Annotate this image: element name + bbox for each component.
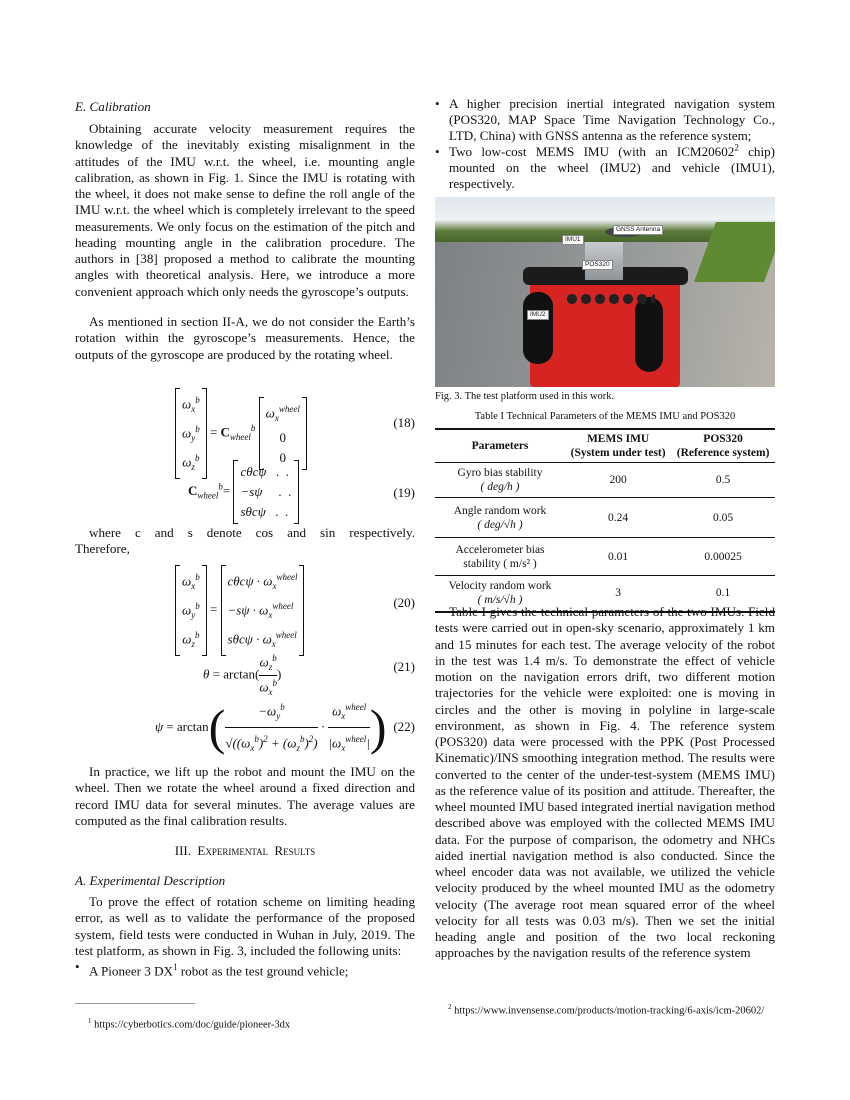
bullet-item: • Two low-cost MEMS IMU (with an ICM20602$^2$ chip) mounted on the wheel (IMU2) and vehicle (IMU1), respectively. <box>435 144 775 192</box>
equation-18: $\omega_x^b$ $\omega_y^b$ $\omega_z^b$ = $C_{wheel}^b$ $\omega_x^{wheel}$ 0 0 (18) <box>75 388 415 458</box>
column-header: Parameters <box>435 429 565 463</box>
photo-label-gnss: GNSS Antenna <box>613 225 663 235</box>
equation-number: (21) <box>393 658 415 674</box>
equation-19: $C_{wheel}^b=$ cθcψ . . −sψ . . sθcψ . . (19) <box>75 460 415 526</box>
parameters-table <box>435 428 775 613</box>
paragraph: To prove the effect of rotation scheme on limiting heading error, as well as to validate the performance of the proposed system, field tests were conducted in Wuhan in July, 2019. The test platform, as shown in Fig. 3, included the following units: <box>75 894 415 958</box>
photo-label-pos320: POS320 <box>582 260 613 270</box>
photo-label-imu2: IMU2 <box>527 310 549 320</box>
column-header: POS320 (Reference system) <box>671 429 775 463</box>
column-header: MEMS IMU (System under test) <box>565 429 671 463</box>
table-row: Gyro bias stability ( deg/h ) 200 0.5 <box>435 463 775 498</box>
table-title: Table I Technical Parameters of the MEMS IMU and POS320 <box>474 411 736 422</box>
paragraph: Table I gives the technical parameters of the two IMUs. Field tests were carried out in open-sky scenario, approximately 1 km and 15 minutes for each test. The average velocity of the robot in the test was 1.4 m/s. To demonstrate the effect of vehicle motion on the navigation errors drift, two different motion trajectories for the vehicle were exploited: one is moving in circles and the other is moving in polyline in large-scale environment, as shown in Fig. 4. The reference system (POS320) data were processed with the PPK (Post Processed Kinematic)/INS smoothing integration method. The results were converted to the center of the under-test-system (MEMS IMU) as the reference value of its position and attitude. Thereafter, the wheel mounted IMU based integrated inertial navigation method described above was employed with the collected MEMS IMU data. For the purpose of comparison, the odometry and NHCs aided inertial navigation method is also conducted. Since the wheel encoder data was not available, we utilized the vehicle velocity produced by the wheel mounted IMU as the odometry velocity (The average root mean squared error of the wheel velocity for all tests was 0.03 m/s). Then we set the initial heading angle and position of the two local reckoning approaches by the navigation results of the reference system <box>435 604 775 961</box>
footnote-divider <box>75 1003 195 1004</box>
footnote: $^2$ https://www.invensense.com/products/motion-tracking/6-axis/icm-20602/ <box>448 1003 765 1017</box>
equation-20: $\omega_x^b$ $\omega_y^b$ $\omega_z^b$ = $c\theta c\psi \cdot \omega_x^{wheel}$ $-s\psi \cdot \omega_x^{wheel}$ $s\theta c\psi \cdot \omega_x^{wheel}$ (20) <box>75 565 415 640</box>
figure-caption: Fig. 3. The test platform used in this work. <box>435 391 615 402</box>
equation-number: (19) <box>393 484 415 500</box>
equation-number: (20) <box>393 594 415 610</box>
photo-label-imu1: IMU1 <box>562 235 584 245</box>
paragraph: where c and s denote cos and sin respectively. Therefore, <box>75 525 415 557</box>
section-heading-experimental-results: III. Experimental Results <box>174 843 316 858</box>
bullet-item: • A higher precision inertial integrated navigation system (POS320, MAP Space Time Navigation Technology Co., LTD, China) with GNSS antenna as the reference system; <box>435 96 775 144</box>
table-row: Angle random work ( deg/√h ) 0.24 0.05 <box>435 498 775 538</box>
subsection-heading: A. Experimental Description <box>75 873 226 888</box>
paragraph: Obtaining accurate velocity measurement requires the knowledge of the inevitably existing misalignment in the attitudes of the IMU w.r.t. the wheel, i.e. mounting angle calibration, as shown in Fig. 1. Since the IMU is rotating with the wheel, it does not make sense to define the roll angle of the IMU w.r.t. the wheel which is completely irrelevant to the speed measurements. We only focus on the estimation of the pitch and heading mounting angle in the calibration procedure. The authors in [38] proposed a method to calibrate the mounting angles with theoretical analysis. Here, we introduce a more convenient approach which only needs the gyroscope’s outputs. <box>75 121 415 299</box>
test-platform-photo <box>435 197 775 387</box>
paragraph: In practice, we lift up the robot and mount the IMU on the wheel. Then we rotate the wheel around a fixed direction and record IMU data for several minutes. The average values are computed as the final calibration results. <box>75 764 415 828</box>
section-heading-calibration: E. Calibration <box>75 99 151 114</box>
equation-number: (18) <box>393 414 415 430</box>
equation-number: (22) <box>393 718 415 734</box>
equation-22: ψ = arctan ( $-\omega_y^b$ $√((\omega_x^b)^2 + (\omega_z^b)^2)$ · $\omega_x^{wheel}$ $|\omega_x^{wheel}|$ ) (22) <box>75 692 415 762</box>
table-row: Velocity random work ( m/s/√h ) 3 0.1 <box>435 576 775 612</box>
equation-21: θ = arctan( $\omega_z^b$ $\omega_x^b$ ) (21) <box>203 653 415 697</box>
footnote: $^1$ https://cyberbotics.com/doc/guide/pioneer-3dx <box>88 1017 291 1031</box>
paragraph: As mentioned in section II-A, we do not consider the Earth’s rotation within the gyroscope’s measurements. Hence, the outputs of the gyroscope are produced by the rotating wheel. <box>75 314 415 362</box>
table-row: Accelerometer bias stability ( m/s² ) 0.01 0.00025 <box>435 538 775 576</box>
bullet-item: • A Pioneer 3 $DX^1$ robot as the test ground vehicle; <box>75 959 415 980</box>
